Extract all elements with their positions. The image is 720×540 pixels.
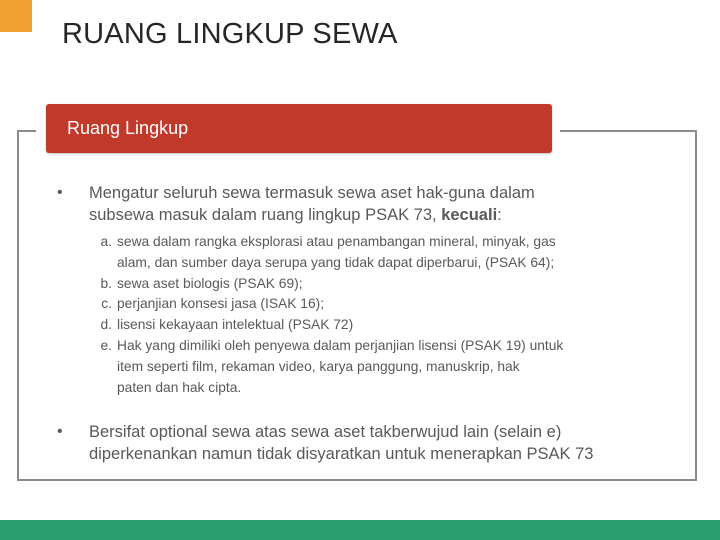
bullet-scope-suffix: : xyxy=(497,206,502,224)
exception-marker: b. xyxy=(100,275,112,291)
exception-line: lisensi kekayaan intelektual (PSAK 72) xyxy=(117,317,354,333)
exception-line: alam, dan sumber daya serupa yang tidak dapat diperbarui, (PSAK 64); xyxy=(117,254,555,270)
footer-bar xyxy=(0,520,720,540)
exception-marker: c. xyxy=(101,296,112,312)
exception-marker: d. xyxy=(100,317,112,333)
exception-line: item seperti film, rekaman video, karya panggung, manuskrip, hak xyxy=(117,358,520,374)
bullet-scope-emphasis: kecuali xyxy=(441,206,498,224)
exception-line: Hak yang dimiliki oleh penyewa dalam perjanjian lisensi (PSAK 19) untuk xyxy=(117,337,564,353)
bullet-scope-line-2-text: subsewa masuk dalam ruang lingkup PSAK 73, xyxy=(89,206,442,224)
bullet-scope-line-1: Mengatur seluruh sewa termasuk sewa aset hak-guna dalam xyxy=(89,184,535,202)
exception-item-b xyxy=(92,274,652,295)
bullet-scope-line-2 xyxy=(72,204,662,226)
exception-item-a xyxy=(92,232,652,274)
exception-item-e xyxy=(92,336,652,398)
accent-square xyxy=(0,0,32,32)
slide-title: RUANG LINGKUP SEWA xyxy=(62,18,398,50)
exception-marker: a. xyxy=(100,234,112,249)
exception-marker: e. xyxy=(100,337,112,353)
bullet-dot-icon: • xyxy=(57,423,63,440)
exception-line: sewa aset biologis (PSAK 69); xyxy=(117,275,303,291)
bullet-scope xyxy=(57,182,662,226)
exception-line: paten dan hak cipta. xyxy=(117,379,242,395)
exceptions-list xyxy=(92,232,652,398)
bullet-optional-line-1: Bersifat optional sewa atas sewa aset takberwujud lain (selain e) xyxy=(89,423,562,441)
bullet-optional-line-2: diperkenankan namun tidak disyaratkan untuk menerapkan PSAK 73 xyxy=(89,445,594,463)
exception-line: perjanjian konsesi jasa (ISAK 16); xyxy=(117,296,325,312)
exception-line: sewa dalam rangka eksplorasi atau penambangan mineral, minyak, gas xyxy=(117,234,556,249)
bullet-dot-icon: • xyxy=(57,184,63,201)
bullet-optional xyxy=(57,421,662,465)
section-header-label: Ruang Lingkup xyxy=(67,118,189,138)
frame-gap-right xyxy=(551,126,560,134)
exception-item-c xyxy=(92,294,652,315)
exception-item-d xyxy=(92,315,652,336)
